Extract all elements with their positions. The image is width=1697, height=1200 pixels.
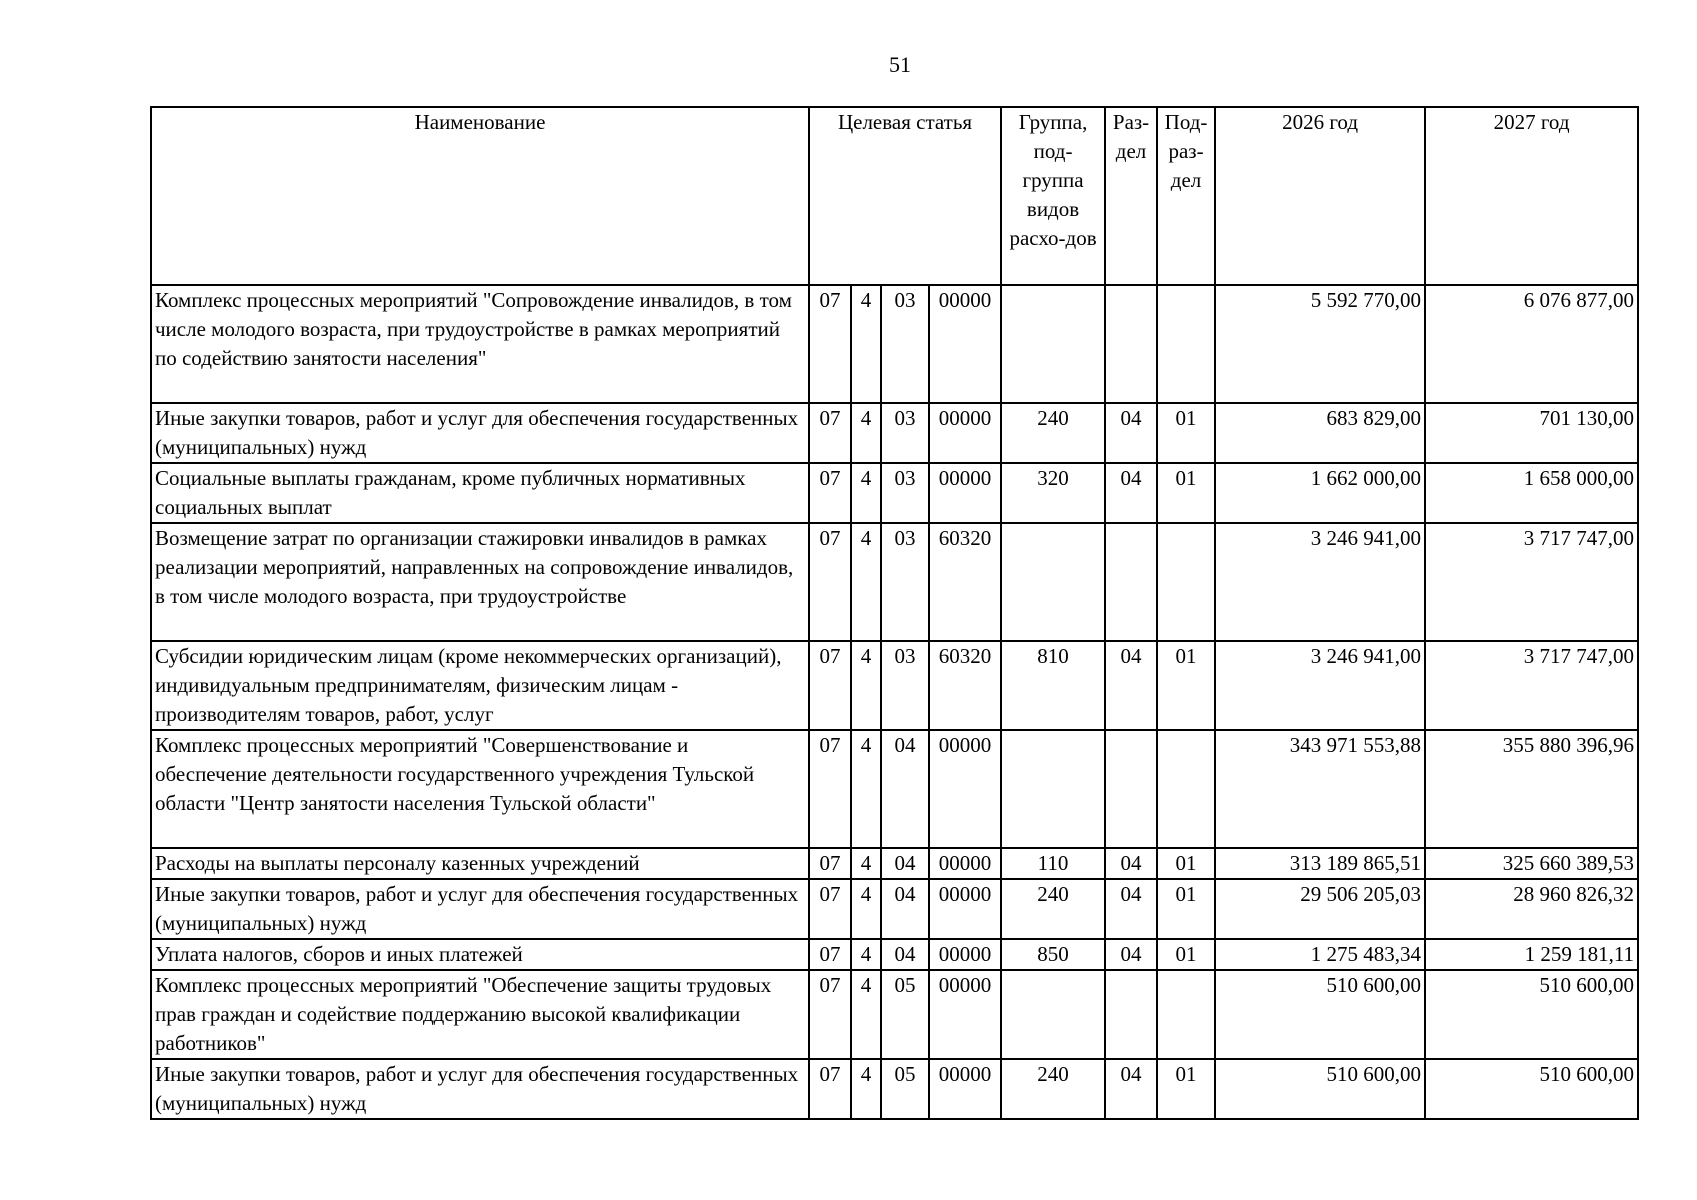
amount-2027: 701 130,00 <box>1425 403 1638 463</box>
group-code: 240 <box>1001 403 1105 463</box>
target-article-part-4: 00000 <box>929 970 1001 1059</box>
target-article-part-1: 07 <box>809 848 851 879</box>
group-code <box>1001 970 1105 1059</box>
target-article-part-1: 07 <box>809 523 851 641</box>
target-article-part-4: 00000 <box>929 403 1001 463</box>
group-code: 810 <box>1001 641 1105 730</box>
target-article-part-2: 4 <box>851 848 881 879</box>
target-article-part-2: 4 <box>851 523 881 641</box>
group-code: 240 <box>1001 879 1105 939</box>
group-code <box>1001 523 1105 641</box>
section-code <box>1105 523 1157 641</box>
subsection-code: 01 <box>1157 1059 1215 1119</box>
row-name: Иные закупки товаров, работ и услуг для обеспечения государственных (муниципальных) нужд <box>151 403 809 463</box>
target-article-part-3: 04 <box>881 939 929 970</box>
amount-2027: 355 880 396,96 <box>1425 730 1638 848</box>
section-code: 04 <box>1105 939 1157 970</box>
amount-2026: 683 829,00 <box>1215 403 1425 463</box>
table-row <box>151 463 1638 523</box>
amount-2026: 510 600,00 <box>1215 1059 1425 1119</box>
target-article-part-4: 60320 <box>929 641 1001 730</box>
target-article-part-3: 04 <box>881 879 929 939</box>
row-name: Возмещение затрат по организации стажировки инвалидов в рамках реализации мероприятий, направленных на сопровождение инвалидов, в том числе молодого возраста, при трудоустройстве <box>151 523 809 641</box>
target-article-part-4: 00000 <box>929 285 1001 403</box>
group-code <box>1001 285 1105 403</box>
subsection-code <box>1157 730 1215 848</box>
row-name: Социальные выплаты гражданам, кроме публичных нормативных социальных выплат <box>151 463 809 523</box>
target-article-part-4: 00000 <box>929 730 1001 848</box>
amount-2027: 28 960 826,32 <box>1425 879 1638 939</box>
group-code: 850 <box>1001 939 1105 970</box>
target-article-part-4: 00000 <box>929 879 1001 939</box>
target-article-part-2: 4 <box>851 730 881 848</box>
row-name: Комплекс процессных мероприятий "Совершенствование и обеспечение деятельности государственного учреждения Тульской области "Центр занятости населения Тульской области" <box>151 730 809 848</box>
header-subsection: Под-раз-дел <box>1157 107 1215 285</box>
row-name: Расходы на выплаты персоналу казенных учреждений <box>151 848 809 879</box>
section-code <box>1105 730 1157 848</box>
header-section: Раз-дел <box>1105 107 1157 285</box>
row-name: Комплекс процессных мероприятий "Сопровождение инвалидов, в том числе молодого возраста, при трудоустройстве в рамках мероприятий по содействию занятости населения" <box>151 285 809 403</box>
target-article-part-4: 60320 <box>929 523 1001 641</box>
target-article-part-4: 00000 <box>929 939 1001 970</box>
target-article-part-1: 07 <box>809 1059 851 1119</box>
row-name: Субсидии юридическим лицам (кроме некоммерческих организаций), индивидуальным предпринимателям, физическим лицам - производителям товаров, работ, услуг <box>151 641 809 730</box>
target-article-part-4: 00000 <box>929 848 1001 879</box>
subsection-code: 01 <box>1157 641 1215 730</box>
target-article-part-3: 05 <box>881 1059 929 1119</box>
target-article-part-3: 03 <box>881 463 929 523</box>
row-name: Иные закупки товаров, работ и услуг для обеспечения государственных (муниципальных) нужд <box>151 879 809 939</box>
row-name: Комплекс процессных мероприятий "Обеспечение защиты трудовых прав граждан и содействие поддержанию высокой квалификации работников" <box>151 970 809 1059</box>
target-article-part-1: 07 <box>809 463 851 523</box>
amount-2026: 1 662 000,00 <box>1215 463 1425 523</box>
amount-2027: 6 076 877,00 <box>1425 285 1638 403</box>
amount-2027: 325 660 389,53 <box>1425 848 1638 879</box>
amount-2027: 510 600,00 <box>1425 1059 1638 1119</box>
target-article-part-1: 07 <box>809 285 851 403</box>
target-article-part-2: 4 <box>851 939 881 970</box>
header-name: Наименование <box>151 107 809 285</box>
header-target-article: Целевая статья <box>809 107 1001 285</box>
subsection-code: 01 <box>1157 403 1215 463</box>
amount-2027: 3 717 747,00 <box>1425 641 1638 730</box>
target-article-part-2: 4 <box>851 879 881 939</box>
page-number: 51 <box>889 52 911 77</box>
row-name: Иные закупки товаров, работ и услуг для обеспечения государственных (муниципальных) нужд <box>151 1059 809 1119</box>
amount-2027: 1 259 181,11 <box>1425 939 1638 970</box>
target-article-part-2: 4 <box>851 285 881 403</box>
target-article-part-3: 04 <box>881 848 929 879</box>
table-row <box>151 641 1638 730</box>
table-row <box>151 939 1638 970</box>
amount-2026: 3 246 941,00 <box>1215 641 1425 730</box>
table-row <box>151 730 1638 848</box>
group-code: 110 <box>1001 848 1105 879</box>
subsection-code <box>1157 523 1215 641</box>
target-article-part-2: 4 <box>851 1059 881 1119</box>
target-article-part-3: 04 <box>881 730 929 848</box>
table-row <box>151 1059 1638 1119</box>
target-article-part-3: 03 <box>881 641 929 730</box>
table-row <box>151 848 1638 879</box>
target-article-part-1: 07 <box>809 879 851 939</box>
subsection-code <box>1157 970 1215 1059</box>
amount-2027: 1 658 000,00 <box>1425 463 1638 523</box>
amount-2026: 343 971 553,88 <box>1215 730 1425 848</box>
target-article-part-3: 03 <box>881 523 929 641</box>
target-article-part-2: 4 <box>851 463 881 523</box>
amount-2026: 313 189 865,51 <box>1215 848 1425 879</box>
subsection-code: 01 <box>1157 848 1215 879</box>
target-article-part-3: 05 <box>881 970 929 1059</box>
subsection-code: 01 <box>1157 879 1215 939</box>
amount-2026: 29 506 205,03 <box>1215 879 1425 939</box>
table-row <box>151 879 1638 939</box>
section-code: 04 <box>1105 641 1157 730</box>
header-year-2027: 2027 год <box>1425 107 1638 285</box>
table-row <box>151 523 1638 641</box>
target-article-part-1: 07 <box>809 939 851 970</box>
row-name: Уплата налогов, сборов и иных платежей <box>151 939 809 970</box>
section-code <box>1105 285 1157 403</box>
section-code: 04 <box>1105 463 1157 523</box>
target-article-part-1: 07 <box>809 970 851 1059</box>
section-code: 04 <box>1105 879 1157 939</box>
target-article-part-4: 00000 <box>929 1059 1001 1119</box>
section-code: 04 <box>1105 403 1157 463</box>
amount-2027: 510 600,00 <box>1425 970 1638 1059</box>
budget-table <box>150 106 1639 1120</box>
target-article-part-2: 4 <box>851 641 881 730</box>
amount-2027: 3 717 747,00 <box>1425 523 1638 641</box>
group-code <box>1001 730 1105 848</box>
amount-2026: 510 600,00 <box>1215 970 1425 1059</box>
amount-2026: 5 592 770,00 <box>1215 285 1425 403</box>
target-article-part-1: 07 <box>809 641 851 730</box>
target-article-part-1: 07 <box>809 730 851 848</box>
target-article-part-2: 4 <box>851 970 881 1059</box>
section-code: 04 <box>1105 1059 1157 1119</box>
subsection-code: 01 <box>1157 939 1215 970</box>
target-article-part-2: 4 <box>851 403 881 463</box>
amount-2026: 1 275 483,34 <box>1215 939 1425 970</box>
table-row <box>151 970 1638 1059</box>
group-code: 240 <box>1001 1059 1105 1119</box>
subsection-code: 01 <box>1157 463 1215 523</box>
table-row <box>151 403 1638 463</box>
group-code: 320 <box>1001 463 1105 523</box>
section-code: 04 <box>1105 848 1157 879</box>
target-article-part-1: 07 <box>809 403 851 463</box>
section-code <box>1105 970 1157 1059</box>
amount-2026: 3 246 941,00 <box>1215 523 1425 641</box>
subsection-code <box>1157 285 1215 403</box>
target-article-part-3: 03 <box>881 403 929 463</box>
target-article-part-3: 03 <box>881 285 929 403</box>
target-article-part-4: 00000 <box>929 463 1001 523</box>
table-header-row <box>151 107 1638 285</box>
header-year-2026: 2026 год <box>1215 107 1425 285</box>
table-row <box>151 285 1638 403</box>
header-group: Группа, под-группа видов расхо-дов <box>1001 107 1105 285</box>
